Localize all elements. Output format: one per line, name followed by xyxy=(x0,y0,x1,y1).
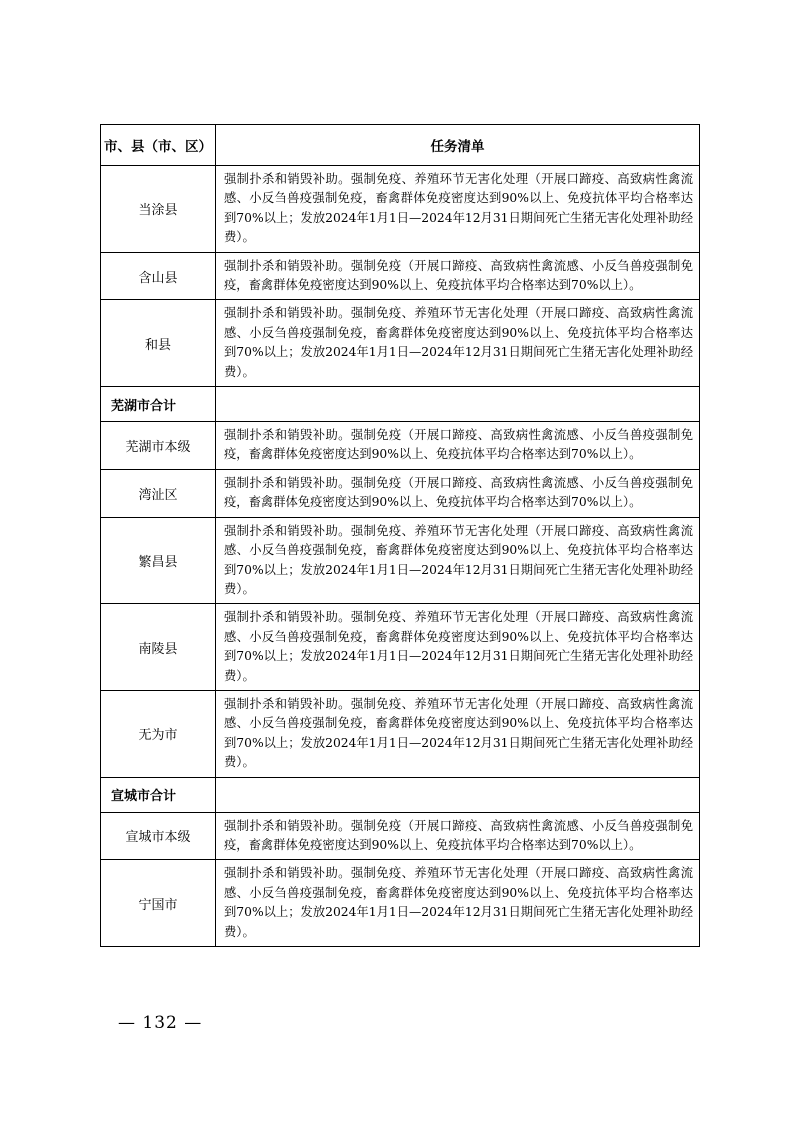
table-row xyxy=(101,812,700,860)
table-row xyxy=(101,517,700,604)
task-description: 强制扑杀和销毁补助。强制免疫、养殖环节无害化处理（开展口蹄疫、高致病性禽流感、小反刍兽疫强制免疫，畜禽群体免疫密度达到90%以上、免疫抗体平均合格率达到70%以上；发放2024年1月1日—2024年12月31日期间死亡生猪无害化处理补助经费）。 xyxy=(216,860,700,947)
subtotal-task-cell xyxy=(216,387,700,422)
subtotal-name: 芜湖市合计 xyxy=(101,387,216,422)
county-name: 南陵县 xyxy=(101,604,216,691)
county-name: 当涂县 xyxy=(101,166,216,253)
task-description: 强制扑杀和销毁补助。强制免疫（开展口蹄疫、高致病性禽流感、小反刍兽疫强制免疫，畜禽群体免疫密度达到90%以上、免疫抗体平均合格率达到70%以上）。 xyxy=(216,469,700,517)
column-header-region: 市、县（市、区） xyxy=(101,125,216,166)
county-name: 繁昌县 xyxy=(101,517,216,604)
table-row xyxy=(101,690,700,777)
county-name: 含山县 xyxy=(101,252,216,300)
table-header-row xyxy=(101,125,700,166)
subtotal-row xyxy=(101,777,700,812)
task-description: 强制扑杀和销毁补助。强制免疫、养殖环节无害化处理（开展口蹄疫、高致病性禽流感、小反刍兽疫强制免疫，畜禽群体免疫密度达到90%以上、免疫抗体平均合格率达到70%以上；发放2024年1月1日—2024年12月31日期间死亡生猪无害化处理补助经费）。 xyxy=(216,517,700,604)
subtotal-name: 宣城市合计 xyxy=(101,777,216,812)
county-name: 和县 xyxy=(101,300,216,387)
task-description: 强制扑杀和销毁补助。强制免疫（开展口蹄疫、高致病性禽流感、小反刍兽疫强制免疫，畜禽群体免疫密度达到90%以上、免疫抗体平均合格率达到70%以上）。 xyxy=(216,252,700,300)
table-row xyxy=(101,300,700,387)
county-name: 无为市 xyxy=(101,690,216,777)
table-row xyxy=(101,422,700,470)
county-name: 芜湖市本级 xyxy=(101,422,216,470)
county-name: 湾沚区 xyxy=(101,469,216,517)
task-list-table xyxy=(100,124,700,947)
task-description: 强制扑杀和销毁补助。强制免疫、养殖环节无害化处理（开展口蹄疫、高致病性禽流感、小反刍兽疫强制免疫，畜禽群体免疫密度达到90%以上、免疫抗体平均合格率达到70%以上；发放2024年1月1日—2024年12月31日期间死亡生猪无害化处理补助经费）。 xyxy=(216,690,700,777)
subtotal-task-cell xyxy=(216,777,700,812)
table-row xyxy=(101,469,700,517)
column-header-task-list: 任务清单 xyxy=(216,125,700,166)
task-description: 强制扑杀和销毁补助。强制免疫、养殖环节无害化处理（开展口蹄疫、高致病性禽流感、小反刍兽疫强制免疫，畜禽群体免疫密度达到90%以上、免疫抗体平均合格率达到70%以上；发放2024年1月1日—2024年12月31日期间死亡生猪无害化处理补助经费）。 xyxy=(216,166,700,253)
table-row xyxy=(101,166,700,253)
task-description: 强制扑杀和销毁补助。强制免疫（开展口蹄疫、高致病性禽流感、小反刍兽疫强制免疫，畜禽群体免疫密度达到90%以上、免疫抗体平均合格率达到70%以上）。 xyxy=(216,812,700,860)
task-description: 强制扑杀和销毁补助。强制免疫、养殖环节无害化处理（开展口蹄疫、高致病性禽流感、小反刍兽疫强制免疫，畜禽群体免疫密度达到90%以上、免疫抗体平均合格率达到70%以上；发放2024年1月1日—2024年12月31日期间死亡生猪无害化处理补助经费）。 xyxy=(216,300,700,387)
subtotal-row xyxy=(101,387,700,422)
table-row xyxy=(101,604,700,691)
task-description: 强制扑杀和销毁补助。强制免疫（开展口蹄疫、高致病性禽流感、小反刍兽疫强制免疫，畜禽群体免疫密度达到90%以上、免疫抗体平均合格率达到70%以上）。 xyxy=(216,422,700,470)
county-name: 宣城市本级 xyxy=(101,812,216,860)
table-body xyxy=(101,166,700,947)
task-description: 强制扑杀和销毁补助。强制免疫、养殖环节无害化处理（开展口蹄疫、高致病性禽流感、小反刍兽疫强制免疫，畜禽群体免疫密度达到90%以上、免疫抗体平均合格率达到70%以上；发放2024年1月1日—2024年12月31日期间死亡生猪无害化处理补助经费）。 xyxy=(216,604,700,691)
table-row xyxy=(101,860,700,947)
page-number: — 132 — xyxy=(118,1013,203,1033)
county-name: 宁国市 xyxy=(101,860,216,947)
table-row xyxy=(101,252,700,300)
